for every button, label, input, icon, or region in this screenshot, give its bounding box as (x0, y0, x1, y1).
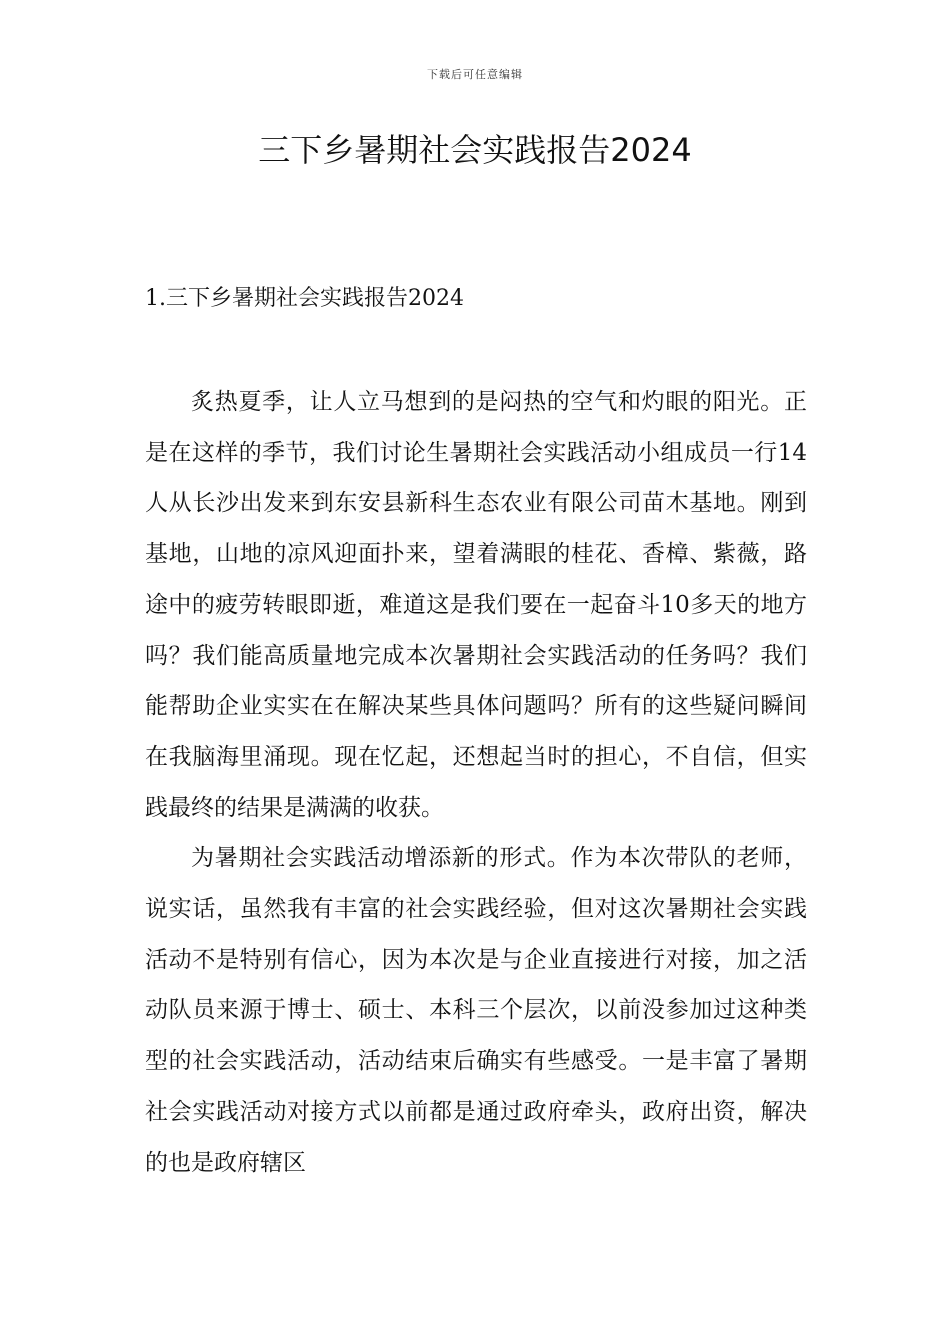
document-body (145, 377, 807, 1188)
body-paragraph-1: 炙热夏季，让人立马想到的是闷热的空气和灼眼的阳光。正是在这样的季节，我们讨论生暑期社会实践活动小组成员一行14人从长沙出发来到东安县新科生态农业有限公司苗木基地。刚到基地，山地的凉风迎面扑来，望着满眼的桂花、香樟、紫薇，路途中的疲劳转眼即逝，难道这是我们要在一起奋斗10多天的地方吗？我们能高质量地完成本次暑期社会实践活动的任务吗？我们能帮助企业实实在在解决某些具体问题吗？所有的这些疑问瞬间在我脑海里涌现。现在忆起，还想起当时的担心，不自信，但实践最终的结果是满满的收获。 (145, 389, 807, 821)
document-title: 三下乡暑期社会实践报告2024 (258, 131, 692, 169)
section-heading: 1.三下乡暑期社会实践报告2024 (145, 286, 464, 311)
page-header-note: 下载后可任意编辑 (427, 68, 523, 81)
body-paragraph-2: 为暑期社会实践活动增添新的形式。作为本次带队的老师，说实话，虽然我有丰富的社会实践经验，但对这次暑期社会实践活动不是特别有信心，因为本次是与企业直接进行对接，加之活动队员来源于博士、硕士、本科三个层次，以前没参加过这种类型的社会实践活动，活动结束后确实有些感受。一是丰富了暑期社会实践活动对接方式以前都是通过政府牵头，政府出资，解决的也是政府辖区 (145, 845, 807, 1176)
